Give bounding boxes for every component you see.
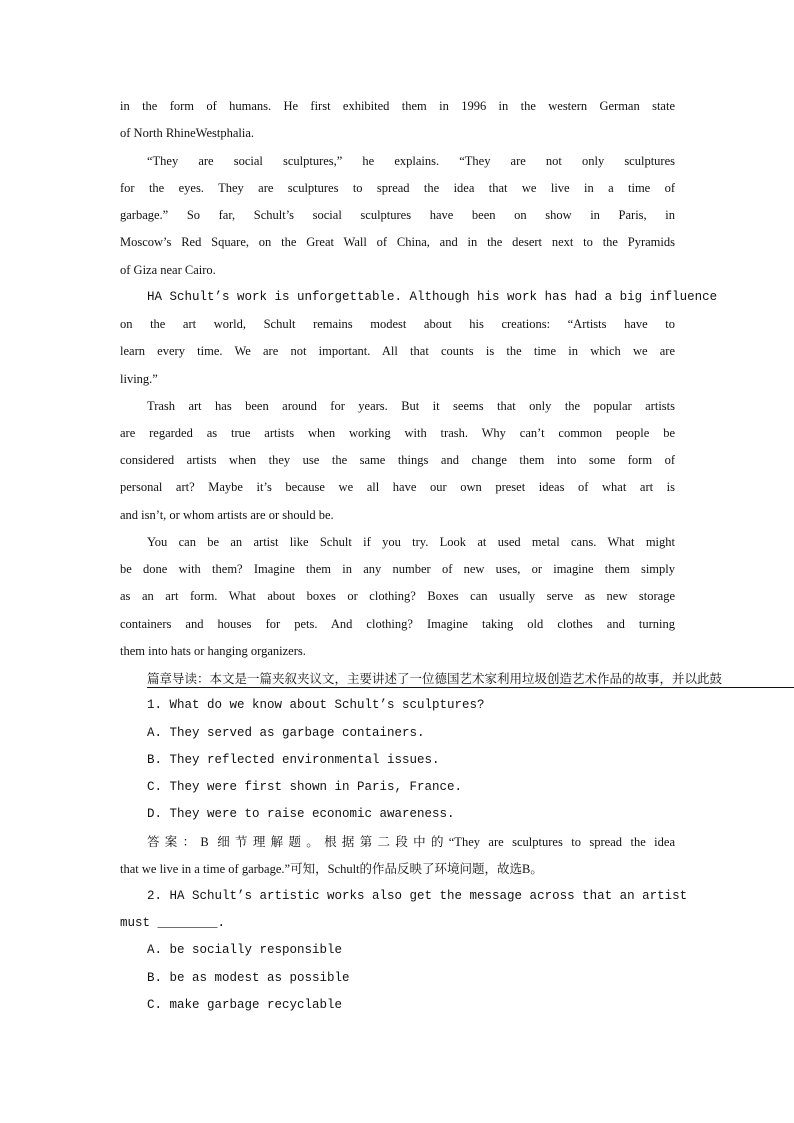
passage-line: personal art? Maybe it’s because we all have our own preset ideas of what art is [120, 480, 675, 494]
passage-line: in the form of humans. He first exhibited them in 1996 in the western German state [120, 99, 675, 113]
question-2-option-c: C. make garbage recyclable [147, 998, 343, 1012]
passage-line: containers and houses for pets. And clothing? Imagine taking old clothes and turning [120, 617, 675, 631]
passage-line: of Giza near Cairo. [120, 263, 216, 277]
passage-line: “They are social sculptures,” he explains. “They are not only sculptures [147, 154, 675, 168]
passage-line: Moscow’s Red Square, on the Great Wall of China, and in the desert next to the Pyramids [120, 235, 675, 249]
passage-line: on the art world, Schult remains modest about his creations: “Artists have to [120, 317, 675, 331]
passage-line: Trash art has been around for years. But it seems that only the popular artists [147, 399, 675, 413]
question-1-answer: that we live in a time of garbage.”可知，Schult的作品反映了环境问题，故选B。 [120, 862, 543, 876]
question-1-option-c: C. They were first shown in Paris, France. [147, 780, 463, 794]
question-1-answer: 答案：B 细节理解题。根据第二段中的“They are sculptures to spread the idea [147, 835, 675, 849]
passage-line: as an art form. What about boxes or clothing? Boxes can usually serve as new storage [120, 589, 675, 603]
question-2-option-b: B. be as modest as possible [147, 971, 350, 985]
question-1-option-d: D. They were to raise economic awareness. [147, 807, 455, 821]
passage-line: living.” [120, 372, 158, 386]
question-2-stem: must ________. [120, 916, 226, 930]
question-2-option-a: A. be socially responsible [147, 943, 343, 957]
passage-line: them into hats or hanging organizers. [120, 644, 306, 658]
passage-line: and isn’t, or whom artists are or should be. [120, 508, 334, 522]
passage-line: be done with them? Imagine them in any number of new uses, or imagine them simply [120, 562, 675, 576]
question-2-stem: 2. HA Schult’s artistic works also get the message across that an artist [147, 889, 688, 903]
passage-line: for the eyes. They are sculptures to spread the idea that we live in a time of [120, 181, 675, 195]
question-1-stem: 1. What do we know about Schult’s sculptures? [147, 698, 485, 712]
passage-line: garbage.” So far, Schult’s social sculptures have been on show in Paris, in [120, 208, 675, 222]
question-1-option-b: B. They reflected environmental issues. [147, 753, 440, 767]
question-1-option-a: A. They served as garbage containers. [147, 726, 425, 740]
passage-line: You can be an artist like Schult if you try. Look at used metal cans. What might [147, 535, 675, 549]
passage-line: learn every time. We are not important. All that counts is the time in which we are [120, 344, 675, 358]
passage-line: HA Schult’s work is unforgettable. Although his work has had a big influence [147, 290, 718, 304]
passage-line: considered artists when they use the same things and change them into some form of [120, 453, 675, 467]
passage-line: of North RhineWestphalia. [120, 126, 255, 140]
passage-line: are regarded as true artists when working with trash. Why can’t common people be [120, 426, 675, 440]
passage-guide: 篇章导读：本文是一篇夹叙夹议文，主要讲述了一位德国艺术家利用垃圾创造艺术作品的故事，并以此鼓 [147, 671, 794, 688]
